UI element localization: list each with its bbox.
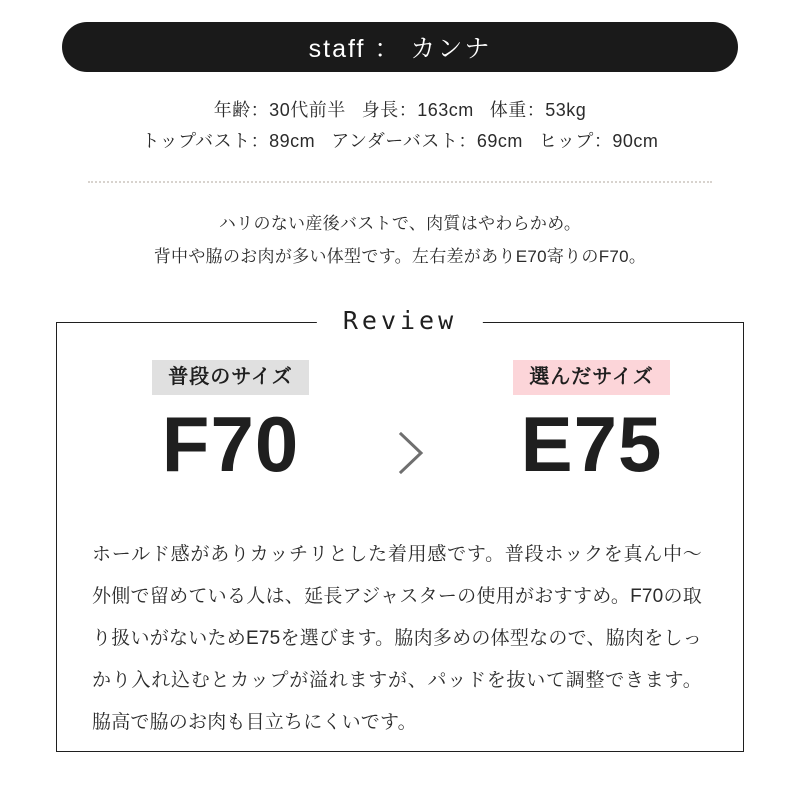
under-bust-value: アンダーバスト：69cm xyxy=(331,131,523,151)
age-value: 年齢：30代前半 xyxy=(213,100,346,120)
chosen-size-value: E75 xyxy=(520,400,663,488)
staff-name-title: staff ： カンナ xyxy=(308,35,492,63)
dotted-divider xyxy=(88,181,712,183)
measurements-line-2 xyxy=(0,126,800,157)
top-bust-value: トップバスト：89cm xyxy=(141,131,316,151)
staff-measurements xyxy=(0,95,800,157)
staff-description xyxy=(0,207,800,273)
review-body-text: ホールド感がありカッチリとした着用感です。普段ホックを真ん中〜外側で留めている人は、延長アジャスターの使用がおすすめ。F70の取り扱いがないためE75を選びます。脇肉多めの体型なので、脇肉をしっかり入れ込むとカップが溢れますが、パッドを抜いて調整できます。脇高で脇のお肉も目立ちにくいです。 xyxy=(92,544,702,733)
measurements-line-1 xyxy=(0,95,800,126)
review-body xyxy=(92,534,702,744)
chosen-size-label: 選んだサイズ xyxy=(513,360,669,395)
description-line-2: 背中や脇のお肉が多い体型です。左右差がありE70寄りのF70。 xyxy=(153,247,647,266)
height-value: 身長：163cm xyxy=(361,100,474,120)
usual-size-block xyxy=(78,360,383,487)
hip-value: ヒップ：90cm xyxy=(538,131,659,151)
usual-size-value: F70 xyxy=(161,400,300,488)
review-heading: Review xyxy=(317,306,483,335)
description-line-1: ハリのない産後バストで、肉質はやわらかめ。 xyxy=(218,214,582,233)
chevron-right-icon xyxy=(383,360,439,476)
weight-value: 体重：53kg xyxy=(489,100,587,120)
chosen-size-block xyxy=(439,360,744,487)
usual-size-label: 普段のサイズ xyxy=(152,360,308,395)
size-comparison-row xyxy=(56,360,744,520)
staff-header-banner xyxy=(62,22,738,72)
